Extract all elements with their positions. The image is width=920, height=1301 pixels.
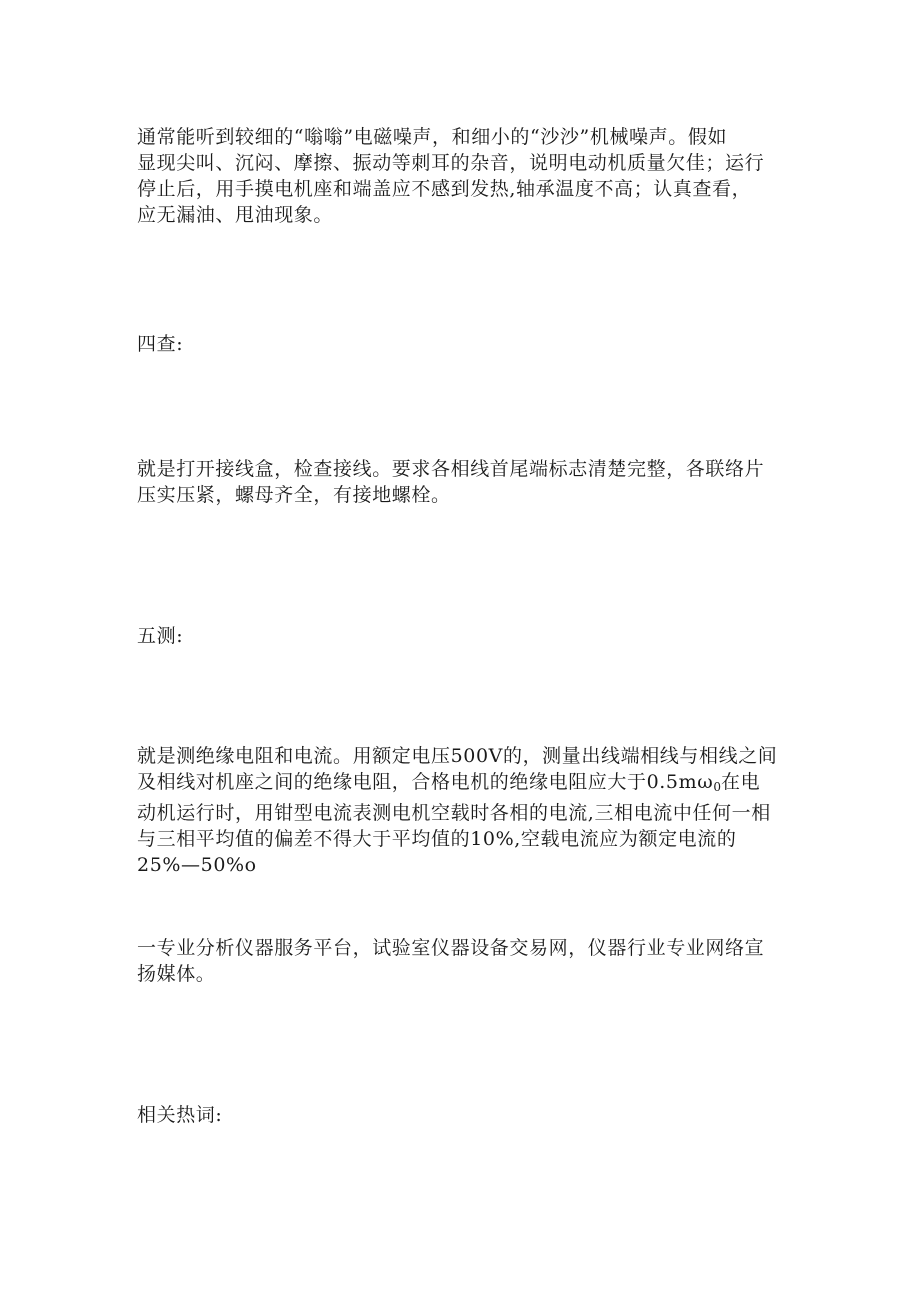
- text-line: 就是打开接线盒，检查接线。要求各相线首尾端标志清楚完整，各联络片: [137, 458, 765, 480]
- paragraph-measurement: [137, 743, 792, 878]
- paragraph-noise-check: [137, 124, 792, 228]
- text-line: 25%—50%o: [137, 854, 257, 876]
- text-line: 一专业分析仪器服务平台，试验室仪器设备交易网，仪器行业专业网络宣: [137, 937, 765, 959]
- text-line: 压实压紧，螺母齐全，有接地螺栓。: [137, 484, 451, 506]
- text-line-tail: 在电: [720, 771, 761, 793]
- text-line: 扬媒体。: [137, 963, 216, 985]
- section-heading-related-keywords: 相关热词:: [137, 1104, 223, 1126]
- section-heading-five: 五测:: [137, 625, 184, 647]
- paragraph-wiring-check: [137, 456, 792, 508]
- subscript-zero: 0: [713, 780, 721, 794]
- paragraph-platform-ad: [137, 935, 792, 987]
- text-line: 通常能听到较细的“嗡嗡”电磁噪声，和细小的“沙沙”机械噪声。假如: [137, 126, 728, 148]
- text-line: 动机运行时，用钳型电流表测电机空载时各相的电流,三相电流中任何一相: [137, 802, 771, 824]
- text-line-main: 及相线对机座之间的绝缘电阻，合格电机的绝缘电阻应大于0.5mω: [137, 771, 714, 793]
- text-line: 应无漏油、甩油现象。: [137, 204, 334, 226]
- text-line: [137, 769, 792, 800]
- text-line: 停止后，用手摸电机座和端盖应不感到发热,轴承温度不高；认真查看，: [137, 178, 752, 200]
- text-line: 与三相平均值的偏差不得大于平均值的10%,空载电流应为额定电流的: [137, 828, 737, 850]
- text-line: 显现尖叫、沉闷、摩擦、振动等刺耳的杂音，说明电动机质量欠佳；运行: [137, 152, 765, 174]
- text-line: 就是测绝缘电阻和电流。用额定电压500V的，测量出线端相线与相线之间: [137, 745, 778, 767]
- section-heading-four: 四查:: [137, 333, 184, 355]
